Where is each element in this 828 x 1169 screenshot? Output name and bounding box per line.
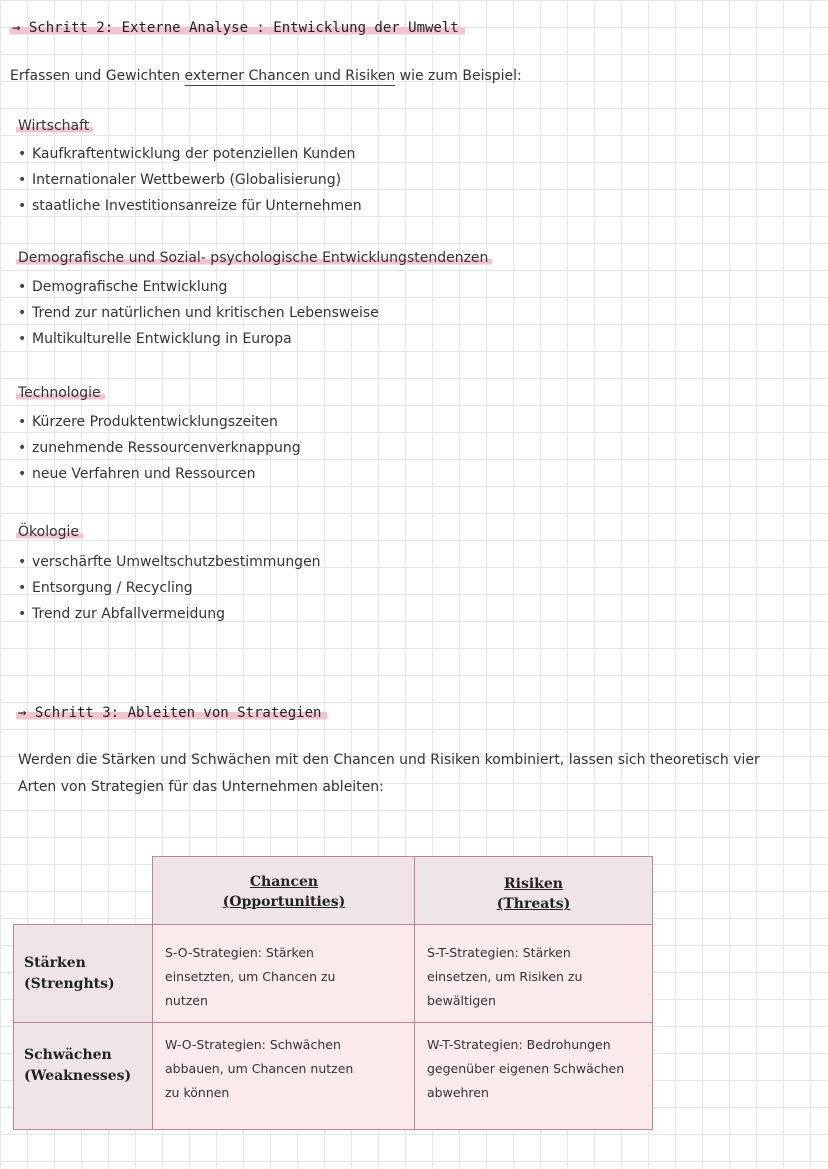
section-title-oekologie: Ökologie (16, 524, 83, 540)
cell-so-line3: nutzen (165, 993, 208, 1008)
section-title-demografie: Demografische und Sozial- psychologische Entwicklungstendenzen (16, 250, 492, 266)
section-title-technologie: Technologie (16, 385, 105, 401)
step2-heading (10, 20, 465, 36)
cell-wo-strategy (152, 1022, 416, 1130)
cell-so-line2: einsetzten, um Chancen zu (165, 969, 336, 984)
cell-wt-strategy (414, 1022, 653, 1130)
step3-paragraph-line1: Werden die Stärken und Schwächen mit den Chancen und Risiken kombiniert, lassen sich theoretisch vier (18, 752, 760, 768)
section-list-wirtschaft (18, 141, 362, 219)
step3-heading-text: → Schritt 3: Ableiten von Strategien (16, 705, 327, 721)
section-list-demografie (18, 274, 379, 352)
cell-wo-line1: W-O-Strategien: Schwächen (165, 1037, 341, 1052)
list-item: • Entsorgung / Recycling (18, 580, 193, 596)
header-cell-opportunities (152, 856, 416, 926)
step2-intro-suffix: wie zum Beispiel: (395, 68, 522, 84)
list-item: • Internationaler Wettbewerb (Globalisierung) (18, 172, 342, 188)
section-title-wirtschaft: Wirtschaft (16, 118, 93, 134)
cell-wt-line3: abwehren (427, 1085, 489, 1100)
cell-wo-line3: zu können (165, 1085, 230, 1100)
step3-heading (16, 705, 327, 721)
header-threats-line1: Risiken (504, 876, 563, 892)
list-item: • zunehmende Ressourcenverknappung (18, 440, 301, 456)
cell-st-line2: einsetzen, um Risiken zu (427, 969, 583, 984)
list-item: • Kaufkraftentwicklung der potenziellen Kunden (18, 146, 356, 162)
list-item: • Kürzere Produktentwicklungszeiten (18, 414, 278, 430)
step2-intro-prefix: Erfassen und Gewichten (10, 68, 185, 84)
row-header-strengths (13, 924, 154, 1024)
list-item: • Multikulturelle Entwicklung in Europa (18, 331, 292, 347)
step2-intro-underlined: externer Chancen und Risiken (184, 68, 396, 84)
cell-wt-line1: W-T-Strategien: Bedrohungen (427, 1037, 611, 1052)
row-weaknesses-line1: Schwächen (24, 1047, 112, 1063)
cell-st-strategy (414, 924, 653, 1024)
section-list-oekologie (18, 549, 321, 627)
cell-st-line3: bewältigen (427, 993, 496, 1008)
header-opportunities-line2: (Opportunities) (222, 894, 346, 910)
header-cell-threats (414, 856, 653, 926)
list-item: • Trend zur Abfallvermeidung (18, 606, 226, 622)
step3-paragraph-line2: Arten von Strategien für das Unternehmen ableiten: (18, 779, 384, 795)
cell-so-strategy (152, 924, 416, 1024)
step2-heading-text: → Schritt 2: Externe Analyse : Entwicklung der Umwelt (10, 20, 465, 36)
cell-so-line1: S-O-Strategien: Stärken (165, 945, 314, 960)
row-strengths-line2: (Strenghts) (24, 976, 115, 992)
list-item: • verschärfte Umweltschutzbestimmungen (18, 554, 321, 570)
header-opportunities-line1: Chancen (249, 874, 319, 890)
row-weaknesses-line2: (Weaknesses) (24, 1068, 132, 1084)
step3-paragraph (18, 747, 818, 801)
list-item: • staatliche Investitionsanreize für Unternehmen (18, 198, 362, 214)
header-threats-line2: (Threats) (496, 896, 571, 912)
section-list-technologie (18, 409, 301, 487)
list-item: • Trend zur natürlichen und kritischen Lebensweise (18, 305, 379, 321)
cell-st-line1: S-T-Strategien: Stärken (427, 945, 571, 960)
row-strengths-line1: Stärken (24, 955, 86, 971)
cell-wt-line2: gegenüber eigenen Schwächen (427, 1061, 625, 1076)
list-item: • neue Verfahren und Ressourcen (18, 466, 256, 482)
cell-wo-line2: abbauen, um Chancen nutzen (165, 1061, 354, 1076)
step2-intro (10, 68, 522, 84)
row-header-weaknesses (13, 1022, 154, 1130)
list-item: • Demografische Entwicklung (18, 279, 228, 295)
